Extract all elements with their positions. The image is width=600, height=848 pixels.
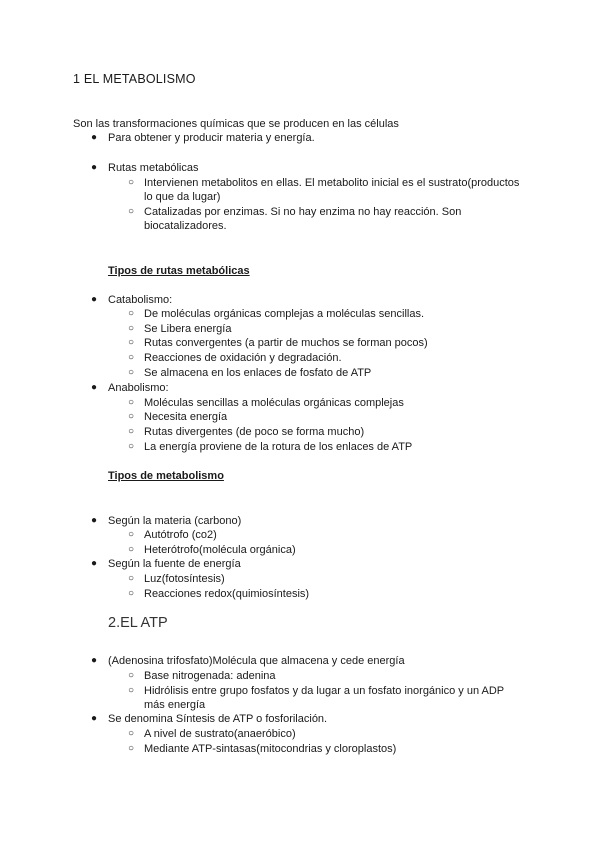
list-item: Se Libera energía <box>144 323 232 335</box>
list-item: Luz(fotosíntesis) <box>144 573 225 585</box>
list-item: Heterótrofo(molécula orgánica) <box>144 544 296 556</box>
sintesis-label: Se denomina Síntesis de ATP o fosforilación. <box>108 713 328 725</box>
sub-bullet-marker: ○ <box>128 337 135 348</box>
sub-bullet-marker: ○ <box>128 743 135 754</box>
sub-bullet-marker: ○ <box>128 728 135 739</box>
list-item: Autótrofo (co2) <box>144 529 217 541</box>
sub-bullet-marker: ○ <box>128 544 135 555</box>
list-item: Moléculas sencillas a moléculas orgánicas complejas <box>144 397 404 409</box>
segun-materia-label: Según la materia (carbono) <box>108 515 242 527</box>
bullet-marker: ● <box>91 558 98 569</box>
sub-bullet-marker: ○ <box>128 308 135 319</box>
sub-bullet-marker: ○ <box>128 588 135 599</box>
bullet-marker: ● <box>91 294 98 305</box>
sub-bullet-marker: ○ <box>128 206 135 217</box>
list-item: Necesita energía <box>144 411 228 423</box>
heading-atp: 2.EL ATP <box>108 615 168 631</box>
sub-bullet-marker: ○ <box>128 177 135 188</box>
list-item: Intervienen metabolitos en ellas. El metabolito inicial es el sustrato(productos <box>144 177 520 189</box>
list-item: Para obtener y producir materia y energía. <box>108 132 315 144</box>
list-item: Rutas convergentes (a partir de muchos se forman pocos) <box>144 337 428 349</box>
intro-text: Son las transformaciones químicas que se producen en las células <box>73 118 399 130</box>
bullet-marker: ● <box>91 382 98 393</box>
bullet-marker: ● <box>91 132 98 143</box>
subheading-tipos-rutas: Tipos de rutas metabólicas <box>108 265 250 277</box>
rutas-label: Rutas metabólicas <box>108 162 199 174</box>
list-item: Reacciones redox(quimiosíntesis) <box>144 588 310 600</box>
sub-bullet-marker: ○ <box>128 426 135 437</box>
sub-bullet-marker: ○ <box>128 352 135 363</box>
sub-bullet-marker: ○ <box>128 670 135 681</box>
list-item-continuation: lo que da lugar) <box>144 191 221 203</box>
list-item-continuation: biocatalizadores. <box>144 220 227 232</box>
list-item: Se almacena en los enlaces de fosfato de ATP <box>144 367 372 379</box>
sub-bullet-marker: ○ <box>128 411 135 422</box>
subheading-tipos-metabolismo: Tipos de metabolismo <box>108 470 224 482</box>
heading-metabolismo: 1 EL METABOLISMO <box>73 72 196 86</box>
list-item: Hidrólisis entre grupo fosfatos y da lugar a un fosfato inorgánico y un ADP <box>144 685 505 697</box>
anabolismo-label: Anabolismo: <box>108 382 169 394</box>
bullet-marker: ● <box>91 655 98 666</box>
segun-fuente-label: Según la fuente de energía <box>108 558 241 570</box>
bullet-marker: ● <box>91 713 98 724</box>
sub-bullet-marker: ○ <box>128 367 135 378</box>
list-item: La energía proviene de la rotura de los enlaces de ATP <box>144 441 413 453</box>
sub-bullet-marker: ○ <box>128 323 135 334</box>
sub-bullet-marker: ○ <box>128 441 135 452</box>
sub-bullet-marker: ○ <box>128 529 135 540</box>
list-item: Reacciones de oxidación y degradación. <box>144 352 342 364</box>
sub-bullet-marker: ○ <box>128 397 135 408</box>
list-item: De moléculas orgánicas complejas a moléculas sencillas. <box>144 308 425 320</box>
list-item: Mediante ATP-sintasas(mitocondrias y cloroplastos) <box>144 743 397 755</box>
list-item: Rutas divergentes (de poco se forma mucho) <box>144 426 365 438</box>
list-item-continuation: más energía <box>144 699 206 711</box>
sub-bullet-marker: ○ <box>128 685 135 696</box>
list-item: Base nitrogenada: adenina <box>144 670 276 682</box>
sub-bullet-marker: ○ <box>128 573 135 584</box>
bullet-marker: ● <box>91 515 98 526</box>
catabolismo-label: Catabolismo: <box>108 294 173 306</box>
list-item: A nivel de sustrato(anaeróbico) <box>144 728 296 740</box>
bullet-marker: ● <box>91 162 98 173</box>
list-item: Catalizadas por enzimas. Si no hay enzima no hay reacción. Son <box>144 206 462 218</box>
atp-def-label: (Adenosina trifosfato)Molécula que almacena y cede energía <box>108 655 405 667</box>
